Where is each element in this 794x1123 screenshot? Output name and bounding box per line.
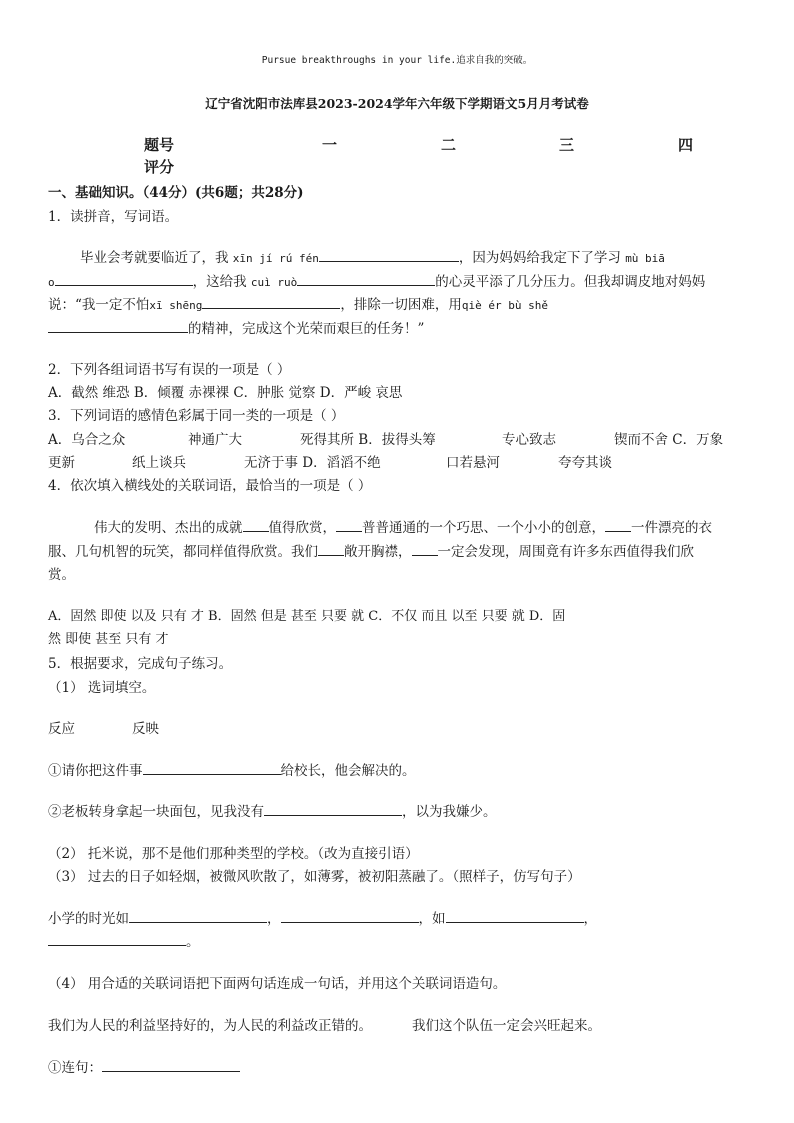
question-3-opt-b: 死得其所 B．拔得头筹 — [300, 432, 436, 448]
text: 服、几句机智的玩笑，都同样值得欣赏。我们 — [48, 544, 318, 560]
pinyin-2: mù biā — [625, 252, 665, 265]
pinyin-5: qiè ér bù shě — [461, 299, 548, 312]
question-4-passage-3: 赏。 — [48, 567, 75, 583]
answer-blank[interactable] — [446, 908, 584, 923]
question-1-line-1 — [80, 246, 665, 266]
text: 的精神，完成这个光荣而艰巨的任务！” — [188, 321, 425, 337]
text: 。 — [186, 934, 200, 950]
question-3-opt-a: A．乌合之众 — [48, 432, 126, 448]
text: ， — [583, 911, 597, 927]
question-5-sub-2: （2） 托米说，那不是他们那种类型的学校。（改为直接引语） — [48, 846, 419, 862]
text: 普普通通的一个巧思、一个小小的创意， — [362, 520, 605, 536]
text: 一件漂亮的衣 — [631, 520, 712, 536]
question-5-stem: 5．根据要求，完成句子练习。 — [48, 656, 233, 672]
answer-blank-5[interactable] — [48, 318, 188, 333]
answer-blank-3[interactable] — [297, 271, 435, 286]
text: 一定会发现，周围竟有许多东西值得我们欣 — [437, 544, 694, 560]
text: ，这给我 — [192, 274, 247, 290]
question-4-options-2: 然 即使 甚至 只有 才 — [48, 632, 169, 647]
question-1-line-4 — [48, 317, 424, 337]
pinyin-4: xī shēng — [149, 299, 203, 312]
question-3-opt-a2: 神通广大 — [188, 432, 242, 448]
text: ②老板转身拿起一块面包，见我没有 — [48, 804, 264, 820]
word-choice-1: 反应 — [48, 721, 75, 737]
question-3-opt-c: 锲而不舍 C．万象 — [614, 432, 724, 448]
question-4-passage-1 — [94, 516, 712, 536]
text: ，如 — [418, 911, 446, 927]
question-5-sub-4: （4） 用合适的关联词语把下面两句话连成一句话，并用这个关联词语造句。 — [48, 976, 507, 992]
question-3-opt-b2: 专心致志 — [502, 432, 556, 448]
question-5-imitate-2 — [48, 930, 200, 950]
answer-blank[interactable] — [143, 760, 281, 775]
text: ，以为我嫌少。 — [402, 804, 497, 820]
answer-blank[interactable] — [102, 1057, 240, 1072]
text: 伟大的发明、杰出的成就 — [94, 520, 243, 536]
blank[interactable] — [318, 541, 344, 556]
question-5-join — [48, 1056, 240, 1076]
question-3-stem: 3．下列词语的感情色彩属于同一类的一项是（ ） — [48, 408, 345, 424]
page-header: Pursue breakthroughs in your life.追求自我的突破。 — [261, 55, 533, 66]
text: 值得欣赏， — [268, 520, 336, 536]
answer-blank-1[interactable] — [319, 247, 459, 262]
answer-blank-2[interactable] — [55, 271, 193, 286]
question-1-line-2 — [48, 270, 705, 290]
question-4-stem: 4．依次填入横线处的关联词语，最恰当的一项是（ ） — [48, 478, 372, 494]
section-heading: 一、基础知识。（44分）(共6题；共28分) — [48, 185, 304, 201]
blank[interactable] — [605, 517, 631, 532]
answer-blank[interactable] — [129, 908, 267, 923]
question-5-sub-3: （3） 过去的日子如轻烟，被微风吹散了，如薄雾，被初阳蒸融了。（照样子，仿写句子） — [48, 869, 581, 885]
question-2-options: A．截然 维恐 B．倾覆 赤裸裸 C．肿胀 觉察 D．严峻 哀思 — [48, 385, 403, 401]
text: 毕业会考就要临近了，我 — [80, 250, 229, 266]
question-1-line-3 — [48, 293, 548, 313]
question-2-stem: 2．下列各组词语书写有误的一项是（ ） — [48, 362, 291, 378]
blank[interactable] — [243, 517, 269, 532]
table-col-3: 三 — [559, 136, 575, 154]
question-5-imitate — [48, 907, 597, 927]
table-col-2: 二 — [441, 136, 457, 154]
text: ，因为妈妈给我定下了学习 — [458, 250, 621, 266]
question-1-stem: 1．读拼音，写词语。 — [48, 209, 179, 225]
pinyin-1: xīn jí rú fén — [232, 252, 319, 265]
question-5-fill-2 — [48, 800, 497, 820]
text: 小学的时光如 — [48, 911, 129, 927]
question-4-passage-2 — [48, 540, 694, 560]
table-col-1: 一 — [322, 136, 338, 154]
word-choice-2: 反映 — [132, 721, 159, 737]
question-3-opt-d2: 口若悬河 — [446, 455, 500, 471]
text: 的心灵平添了几分压力。但我却调皮地对妈妈 — [435, 274, 706, 290]
text: ，排除一切困难，用 — [340, 297, 462, 313]
question-3-opt-d3: 夸夸其谈 — [558, 455, 612, 471]
exam-title: 辽宁省沈阳市法库县2023-2024学年六年级下学期语文5月月考试卷 — [205, 96, 589, 111]
text: 说：“我一定不怕 — [48, 297, 150, 313]
blank[interactable] — [412, 541, 438, 556]
question-5-sentence-2: 我们这个队伍一定会兴旺起来。 — [412, 1018, 601, 1034]
text: 敞开胸襟， — [344, 544, 412, 560]
table-col-4: 四 — [678, 136, 694, 154]
answer-blank-4[interactable] — [202, 294, 340, 309]
text: ①请你把这件事 — [48, 763, 143, 779]
answer-blank[interactable] — [281, 908, 419, 923]
table-col-label: 题号 — [144, 136, 175, 154]
text: 给校长，他会解决的。 — [280, 763, 416, 779]
table-row-label: 评分 — [144, 158, 175, 176]
pinyin-2-end: o — [48, 276, 55, 289]
blank[interactable] — [336, 517, 362, 532]
question-4-options-1: A．固然 即使 以及 只有 才 B．固然 但是 甚至 只要 就 C．不仅 而且 以至 只要 就 D．固 — [48, 609, 566, 624]
question-5-fill-1 — [48, 759, 416, 779]
answer-blank[interactable] — [264, 801, 402, 816]
question-3-opt-d: 无济于事 D．滔滔不绝 — [244, 455, 381, 471]
pinyin-3: cuì ruò — [250, 276, 298, 289]
question-3-opt-c3: 纸上谈兵 — [132, 455, 186, 471]
text: ①连句： — [48, 1060, 102, 1076]
answer-blank[interactable] — [48, 931, 186, 946]
text: ， — [267, 911, 281, 927]
question-5-sentence-1: 我们为人民的利益坚持好的，为人民的利益改正错的。 — [48, 1018, 372, 1034]
question-5-sub-1: （1） 选词填空。 — [48, 680, 156, 696]
question-3-opt-c2: 更新 — [48, 455, 75, 471]
